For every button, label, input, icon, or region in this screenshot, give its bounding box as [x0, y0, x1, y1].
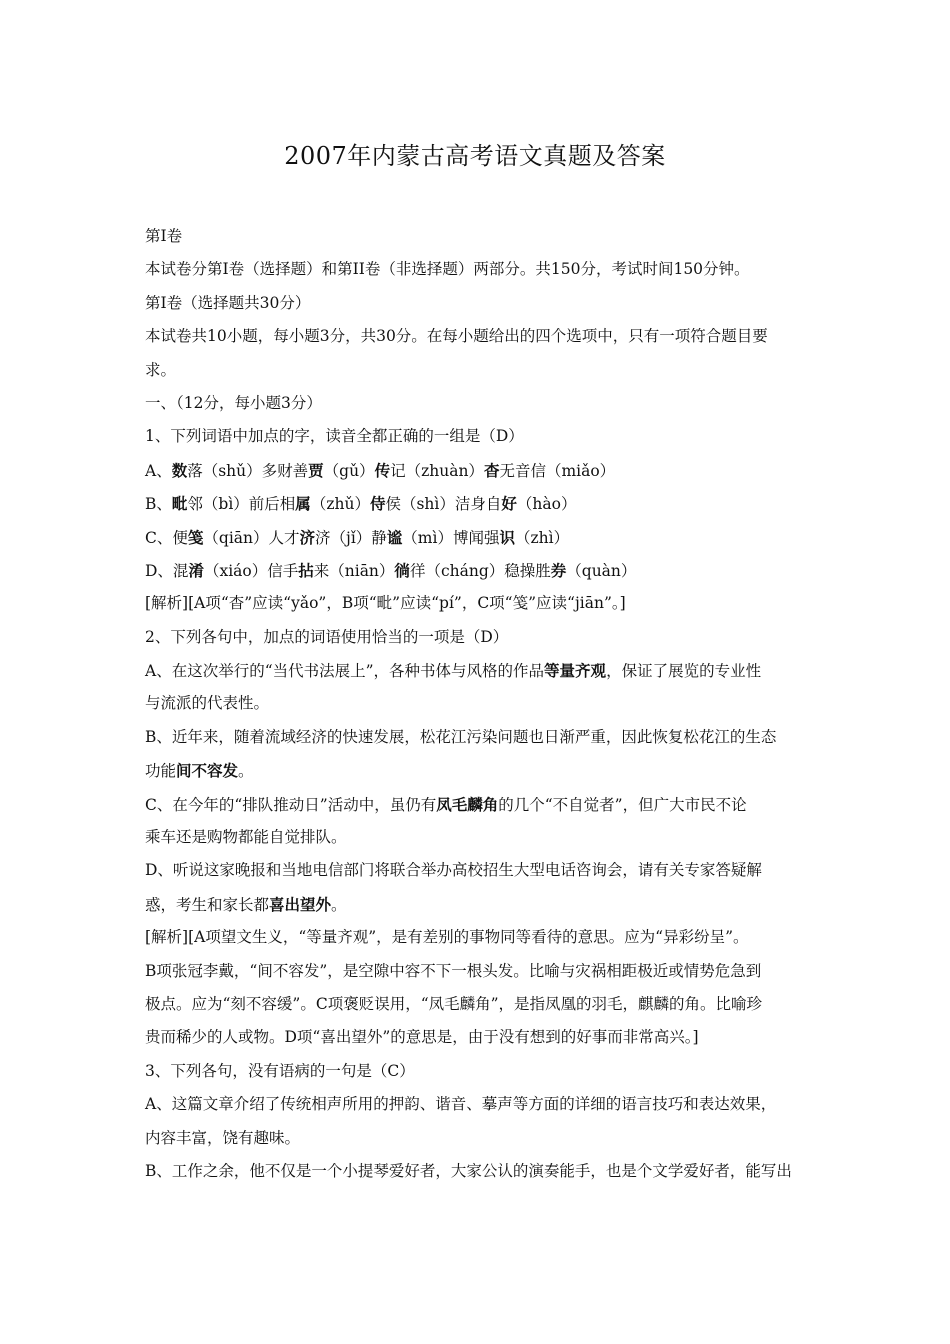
text-line: A、在这次举行的“当代书法展上”，各种书体与风格的作品等量齐观，保证了展览的专业性 [145, 661, 762, 681]
emphasized-text: 拈 [298, 560, 314, 580]
emphasized-text: 淆 [188, 560, 204, 580]
text-line: A、这篇文章介绍了传统相声所用的押韵、谐音、摹声等方面的详细的语言技巧和表达效果， [145, 1095, 777, 1114]
emphasized-text: 属 [295, 494, 311, 514]
text-line: D、混淆（xiáo）信手拈来（niān）徜徉（cháng）稳操胜券（quàn） [145, 560, 637, 580]
text-line: A、数落（shǔ）多财善贾（gǔ）传记（zhuàn）杳无音信（miǎo） [145, 460, 616, 480]
emphasized-text: 传 [374, 460, 391, 480]
text-line: 贵而稀少的人或物。D项“喜出望外”的意思是，由于没有想到的好事而非常高兴。] [145, 1028, 699, 1047]
emphasized-text: 喜出望外 [269, 894, 332, 914]
text-line: 乘车还是购物都能自觉排队。 [145, 828, 347, 847]
emphasized-text: 等量齐观 [544, 661, 607, 681]
text-line: [解析][A项望文生义，“等量齐观”，是有差别的事物同等看待的意思。应为“异彩纷呈”。 [145, 928, 749, 947]
text-line: C、在今年的“排队推动日”活动中，虽仍有凤毛麟角的几个“不自觉者”，但广大市民不论 [145, 794, 747, 814]
emphasized-text: 贾 [308, 460, 324, 480]
emphasized-text: 好 [501, 494, 517, 514]
text-line: [解析][A项“杳”应读“yǎo”，B项“毗”应读“pí”，C项“笺”应读“jiān”。] [145, 594, 626, 613]
text-line: 3、下列各句，没有语病的一句是（C） [145, 1061, 415, 1080]
emphasized-text: 杳 [483, 460, 500, 480]
emphasized-text: 济 [299, 527, 316, 547]
text-line: 功能间不容发。 [145, 761, 254, 781]
text-line: 本试卷分第Ⅰ卷（选择题）和第II卷（非选择题）两部分。共150分，考试时间150分钟。 [145, 260, 750, 279]
text-line: D、听说这家晚报和当地电信部门将联合举办高校招生大型电话咨询会，请有关专家答疑解 [145, 861, 762, 880]
emphasized-text: 笺 [187, 527, 204, 547]
emphasized-text: 券 [550, 560, 567, 580]
text-line: 一、（12分，每小题3分） [145, 393, 322, 412]
emphasized-text: 徜 [394, 560, 410, 580]
document-title: 2007年内蒙古高考语文真题及答案 [284, 142, 666, 170]
emphasized-text: 谧 [386, 527, 403, 547]
text-line: 惑，考生和家长都喜出望外。 [145, 894, 347, 914]
emphasized-text: 间不容发 [176, 761, 239, 781]
text-line: 内容丰富，饶有趣味。 [145, 1128, 301, 1147]
text-line: B、近年来，随着流域经济的快速发展，松花江污染问题也日渐严重，因此恢复松花江的生态 [145, 727, 777, 746]
text-line: 第Ⅰ卷（选择题共30分） [145, 293, 311, 312]
emphasized-text: 侍 [369, 494, 386, 514]
text-line: B、工作之余，他不仅是一个小提琴爱好者，大家公认的演奏能手，也是个文学爱好者，能写出 [145, 1161, 792, 1180]
text-line: C、便笺（qiān）人才济济（jǐ）静谧（mì）博闻强识（zhì） [145, 527, 570, 547]
emphasized-text: 毗 [171, 494, 188, 514]
document-body [145, 220, 815, 1188]
emphasized-text: 数 [171, 460, 188, 480]
text-line: B、毗邻（bì）前后相属（zhǔ）侍侯（shì）洁身自好（hào） [145, 494, 577, 514]
text-line: 1、下列词语中加点的字，读音全都正确的一组是（D） [145, 427, 524, 446]
text-line: 与流派的代表性。 [145, 694, 270, 713]
text-line: 第Ⅰ卷 [145, 227, 183, 245]
text-line: 极点。应为“刻不容缓”。C项褒贬误用，“凤毛麟角”，是指凤凰的羽毛，麒麟的角。比喻珍 [145, 994, 763, 1013]
emphasized-text: 凤毛麟角 [436, 794, 499, 814]
emphasized-text: 识 [499, 527, 515, 547]
text-line: 2、下列各句中，加点的词语使用恰当的一项是（D） [145, 627, 509, 646]
text-line: 本试卷共10小题，每小题3分，共30分。在每小题给出的四个选项中，只有一项符合题目要 [145, 327, 768, 346]
text-line: B项张冠李戴，“间不容发”，是空隙中容不下一根头发。比喻与灾祸相距极近或情势危急到 [145, 961, 762, 980]
text-line: 求。 [145, 360, 177, 379]
